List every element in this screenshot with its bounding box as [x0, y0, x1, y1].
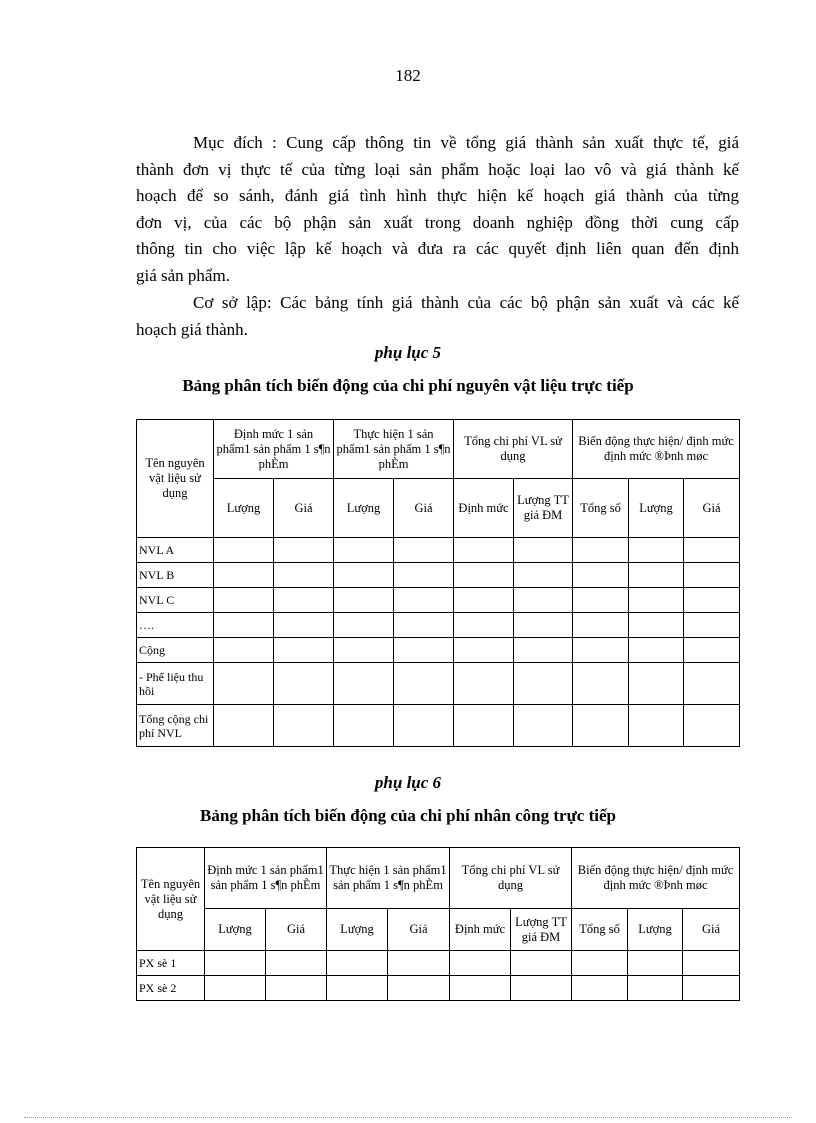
- table-row: [137, 663, 740, 705]
- appendix-6-title: Bảng phân tích biến động của chi phí nhân công trực tiếp: [200, 806, 616, 825]
- purpose-line: thông tin cho việc lập kế hoạch và đưa ra các quyết định liên quan đến định: [136, 239, 739, 259]
- table-row: [137, 951, 740, 976]
- header-total: Tổng số: [572, 909, 628, 951]
- header-actual-per-unit: Thực hiện 1 sản phẩm1 sản phẩm 1 s¶n phÈm: [327, 848, 450, 909]
- header-variance: Biến động thực hiện/ định mức định mức ®Þnh møc: [572, 848, 740, 909]
- row-label: NVL C: [137, 588, 214, 613]
- header-price: Giá: [266, 909, 327, 951]
- header-actual-qty-norm-price: Lượng TT giá ĐM: [514, 479, 573, 538]
- table-row: [137, 588, 740, 613]
- header-price: Giá: [274, 479, 334, 538]
- page-bottom-divider: [24, 1117, 792, 1118]
- header-total-material-cost: Tổng chi phí VL sử dụng: [450, 848, 572, 909]
- header-material-name: Tên nguyên vật liệu sử dụng: [137, 420, 214, 538]
- header-norm: Định mức: [454, 479, 514, 538]
- header-price: Giá: [388, 909, 450, 951]
- row-label: Cộng: [137, 638, 214, 663]
- basis-line: Cơ sở lập: Các bảng tính giá thành của các bộ phận sản xuất và các kế: [193, 293, 739, 312]
- table-row: [137, 538, 740, 563]
- appendix-5-title: Bảng phân tích biến động của chi phí nguyên vật liệu trực tiếp: [182, 376, 634, 395]
- row-label: PX sè 2: [137, 976, 205, 1001]
- page-number: 182: [395, 66, 421, 85]
- table-row: [137, 638, 740, 663]
- row-label: PX sè 1: [137, 951, 205, 976]
- header-norm: Định mức: [450, 909, 511, 951]
- table-row: [137, 705, 740, 747]
- material-cost-variance-table: [136, 419, 740, 747]
- header-quantity: Lượng: [629, 479, 684, 538]
- table-row: [137, 976, 740, 1001]
- table-row: [137, 563, 740, 588]
- appendix-6-label: phụ lục 6: [374, 773, 442, 792]
- row-label: Tổng cộng chi phí NVL: [137, 705, 214, 747]
- purpose-line: hoạch để so sánh, đánh giá tình hình thực hiện kế hoạch giá thành của từng: [136, 186, 739, 206]
- purpose-line: Mục đích : Cung cấp thông tin về tổng giá thành sản xuất thực tế, giá: [193, 133, 739, 152]
- header-price: Giá: [684, 479, 740, 538]
- header-material-name: Tên nguyên vật liệu sử dụng: [137, 848, 205, 951]
- basis-line: hoạch giá thành.: [136, 319, 248, 339]
- header-quantity: Lượng: [628, 909, 683, 951]
- header-actual-qty-norm-price: Lượng TT giá ĐM: [511, 909, 572, 951]
- header-quantity: Lượng: [334, 479, 394, 538]
- purpose-line: giá sản phẩm.: [136, 265, 230, 285]
- row-label: NVL A: [137, 538, 214, 563]
- purpose-paragraph: [136, 130, 739, 290]
- row-label: NVL B: [137, 563, 214, 588]
- appendix-5-label: phụ lục 5: [374, 343, 442, 362]
- header-total-material-cost: Tổng chi phí VL sử dụng: [454, 420, 573, 479]
- basis-paragraph: [136, 290, 739, 343]
- labor-cost-variance-table: [136, 847, 740, 1001]
- header-quantity: Lượng: [327, 909, 388, 951]
- header-norm-per-unit: Định mức 1 sản phẩm1 sản phẩm 1 s¶n phÈm: [214, 420, 334, 479]
- header-quantity: Lượng: [205, 909, 266, 951]
- purpose-line: đơn vị, của các bộ phận sản xuất trong doanh nghiệp đồng thời cung cấp: [136, 212, 739, 232]
- row-label: - Phế liệu thu hồi: [137, 663, 214, 705]
- header-quantity: Lượng: [214, 479, 274, 538]
- table-row: [137, 613, 740, 638]
- header-actual-per-unit: Thực hiện 1 sản phẩm1 sản phẩm 1 s¶n phÈm: [334, 420, 454, 479]
- header-total: Tổng số: [573, 479, 629, 538]
- purpose-line: thành đơn vị thực tế của từng loại sản phẩm hoặc loại lao vô và giá thành kế: [136, 159, 739, 179]
- header-variance: Biến động thực hiện/ định mức định mức ®Þnh møc: [573, 420, 740, 479]
- row-label: ….: [137, 613, 214, 638]
- header-price: Giá: [683, 909, 740, 951]
- header-norm-per-unit: Định mức 1 sản phẩm1 sản phẩm 1 s¶n phÈm: [205, 848, 327, 909]
- header-price: Giá: [394, 479, 454, 538]
